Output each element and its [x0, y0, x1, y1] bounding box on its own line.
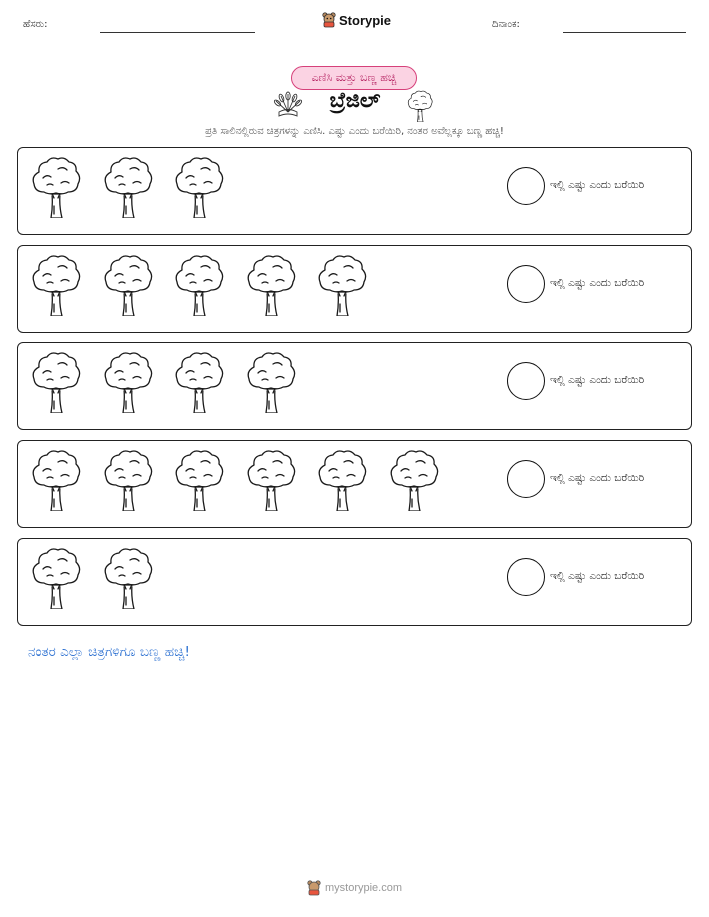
answer-prompt: ಇಲ್ಲಿ ಎಷ್ಟು ಎಂದು ಬರೆಯಿರಿ — [550, 179, 645, 191]
footer-url[interactable]: mystorypie.com — [325, 882, 403, 894]
tree-icon — [30, 547, 82, 609]
answer-circle[interactable] — [507, 460, 545, 498]
tree-icon — [388, 449, 440, 511]
answer-prompt: ಇಲ್ಲಿ ಎಷ್ಟು ಎಂದು ಬರೆಯಿರಿ — [550, 277, 645, 289]
tree-icon — [102, 449, 154, 511]
page-title: ಬ್ರೆಜಿಲ್ — [329, 88, 381, 112]
count-row — [17, 440, 692, 528]
answer-prompt: ಇಲ್ಲಿ ಎಷ್ಟು ಎಂದು ಬರೆಯಿರಿ — [550, 472, 645, 484]
footer-instruction: ನಂತರ ಎಲ್ಲಾ ಚಿತ್ರಗಳಿಗೂ ಬಣ್ಣ ಹಚ್ಚಿ! — [28, 644, 190, 660]
tree-icon — [316, 449, 368, 511]
answer-circle[interactable] — [507, 558, 545, 596]
answer-circle[interactable] — [507, 265, 545, 303]
activity-badge: ಎಣಿಸಿ ಮತ್ತು ಬಣ್ಣ ಹಚ್ಚಿ — [291, 66, 417, 90]
tree-icon — [102, 547, 154, 609]
date-field-line[interactable] — [563, 32, 686, 33]
tree-icon — [102, 156, 154, 218]
count-row — [17, 342, 692, 430]
tree-icon — [245, 254, 297, 316]
storypie-bear-icon — [322, 12, 336, 28]
answer-circle[interactable] — [507, 362, 545, 400]
tree-icon — [102, 254, 154, 316]
count-row — [17, 147, 692, 235]
tree-icon — [30, 449, 82, 511]
footer-brand — [307, 880, 402, 896]
tree-icon — [406, 90, 434, 122]
answer-prompt: ಇಲ್ಲಿ ಎಷ್ಟು ಎಂದು ಬರೆಯಿರಿ — [550, 374, 645, 386]
tree-icon — [30, 351, 82, 413]
brand-name: Storypie — [339, 12, 392, 28]
tree-icon — [173, 254, 225, 316]
storypie-bear-icon — [307, 880, 321, 896]
name-label: ಹೆಸರು: — [23, 19, 48, 30]
tree-icon — [173, 156, 225, 218]
tree-icon — [30, 254, 82, 316]
count-row — [17, 245, 692, 333]
tree-icon — [173, 351, 225, 413]
tree-icon — [30, 156, 82, 218]
date-label: ದಿನಾಂಕ: — [492, 19, 520, 30]
brand-logo — [322, 12, 391, 28]
tree-icon — [245, 351, 297, 413]
tree-icon — [316, 254, 368, 316]
instructions: ಪ್ರತಿ ಸಾಲಿನಲ್ಲಿರುವ ಚಿತ್ರಗಳನ್ನು ಎಣಿಸಿ. ಎಷ್ಟು ಎಂದು ಬರೆಯಿರಿ, ನಂತರ ಅವೆಲ್ಲಕ್ಕೂ ಬಣ್ಣ ಹಚ್ಚಿ! — [205, 126, 504, 137]
tree-icon — [245, 449, 297, 511]
tree-icon — [102, 351, 154, 413]
tree-icon — [173, 449, 225, 511]
count-row — [17, 538, 692, 626]
answer-prompt: ಇಲ್ಲಿ ಎಷ್ಟು ಎಂದು ಬರೆಯಿರಿ — [550, 570, 645, 582]
answer-circle[interactable] — [507, 167, 545, 205]
name-field-line[interactable] — [100, 32, 255, 33]
